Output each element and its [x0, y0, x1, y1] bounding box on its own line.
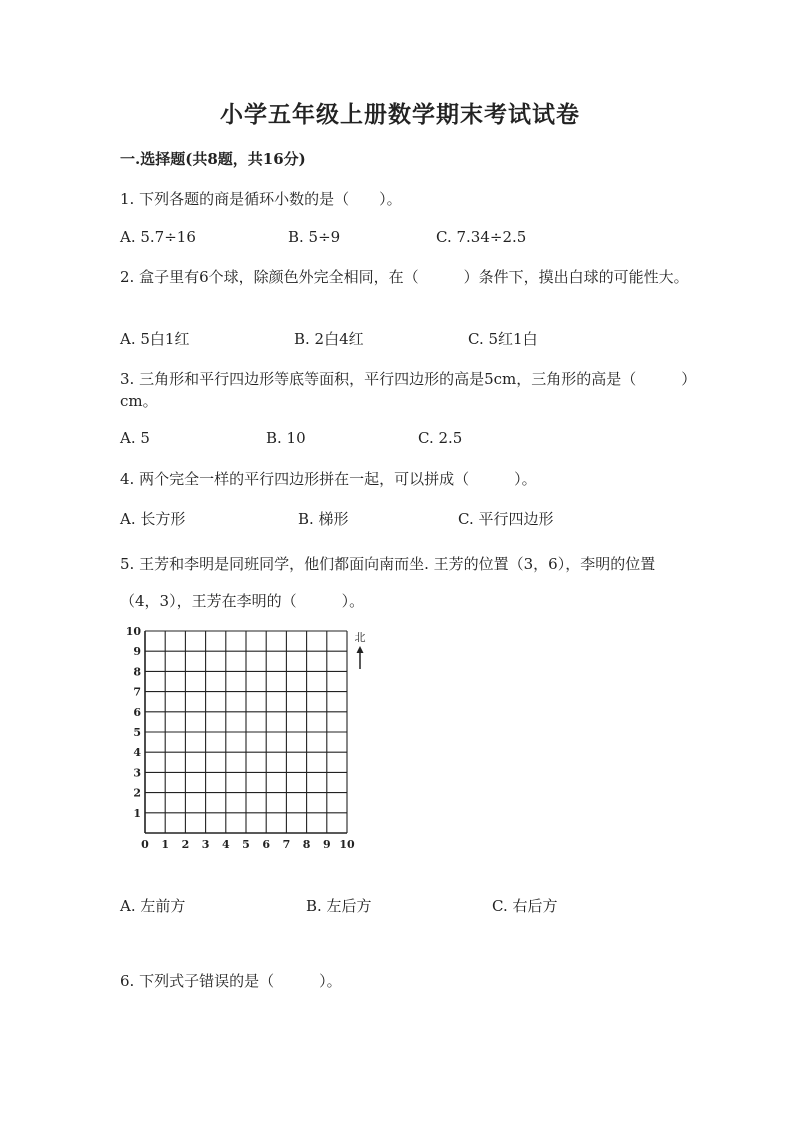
question-1: 1. 下列各题的商是循环小数的是（ ）。: [120, 190, 402, 208]
y-tick-label: 7: [133, 685, 141, 699]
question-2-options: [120, 328, 720, 350]
x-tick-label: 4: [221, 838, 230, 851]
x-tick-label: 6: [262, 838, 271, 851]
y-tick-label: 5: [133, 726, 141, 739]
x-tick-label: 0: [141, 838, 149, 851]
option-c[interactable]: C. 右后方: [492, 897, 558, 915]
x-tick-label: 1: [161, 838, 170, 851]
question-4-options: [120, 508, 720, 530]
x-tick-label: 5: [242, 838, 250, 851]
y-tick-label: 1: [133, 806, 141, 820]
option-b[interactable]: B. 梯形: [298, 510, 349, 528]
question-2: 2. 盒子里有6个球，除颜色外完全相同，在（ ）条件下，摸出白球的可能性大。: [120, 268, 689, 286]
y-tick-label: 3: [133, 766, 141, 780]
question-5-options: [120, 895, 720, 917]
option-b[interactable]: B. 10: [266, 429, 306, 447]
question-1-options: [120, 228, 720, 250]
option-a[interactable]: A. 5白1红: [120, 330, 190, 348]
question-6: 6. 下列式子错误的是（ ）。: [120, 972, 342, 990]
question-3-options: [120, 429, 720, 451]
option-b[interactable]: B. 左后方: [306, 897, 372, 915]
y-tick-label: 10: [125, 625, 141, 638]
y-tick-label: 8: [133, 665, 141, 679]
x-tick-label: 3: [201, 838, 210, 851]
y-tick-label: 4: [133, 746, 141, 760]
option-a[interactable]: A. 长方形: [120, 510, 186, 528]
x-tick-label: 7: [282, 838, 291, 851]
option-c[interactable]: C. 平行四边形: [458, 510, 554, 528]
option-c[interactable]: C. 5红1白: [468, 330, 538, 348]
question-3: 3. 三角形和平行四边形等底等面积，平行四边形的高是5cm，三角形的高是（ ）cm。: [120, 370, 689, 410]
option-a[interactable]: A. 5: [120, 429, 150, 447]
y-tick-label: 6: [133, 705, 141, 719]
option-c[interactable]: C. 2.5: [418, 429, 463, 447]
y-tick-label: 2: [133, 786, 141, 800]
option-a[interactable]: A. 5.7÷16: [120, 228, 196, 246]
x-tick-label: 2: [181, 838, 190, 851]
x-tick-label: 10: [339, 838, 355, 851]
north-label: 北: [354, 631, 366, 644]
page-title: 小学五年级上册数学期末考试试卷: [220, 101, 580, 128]
option-c[interactable]: C. 7.34÷2.5: [436, 228, 527, 246]
option-b[interactable]: B. 2白4红: [294, 330, 364, 348]
section-heading: 一.选择题(共8题，共16分): [120, 150, 306, 168]
option-a[interactable]: A. 左前方: [120, 897, 186, 915]
coordinate-grid: [125, 625, 368, 855]
option-b[interactable]: B. 5÷9: [288, 228, 341, 246]
x-tick-label: 8: [302, 838, 311, 851]
question-4: 4. 两个完全一样的平行四边形拼在一起，可以拼成（ ）。: [120, 470, 537, 488]
x-tick-label: 9: [322, 838, 331, 851]
coordinate-grid-figure: [125, 625, 368, 855]
question-5: 5. 王芳和李明是同班同学，他们都面向南而坐. 王芳的位置（3，6），李明的位置（4，3），王芳在李明的（ ）。: [120, 555, 656, 610]
y-tick-label: 9: [133, 645, 141, 659]
north-arrow-icon: [357, 646, 364, 653]
